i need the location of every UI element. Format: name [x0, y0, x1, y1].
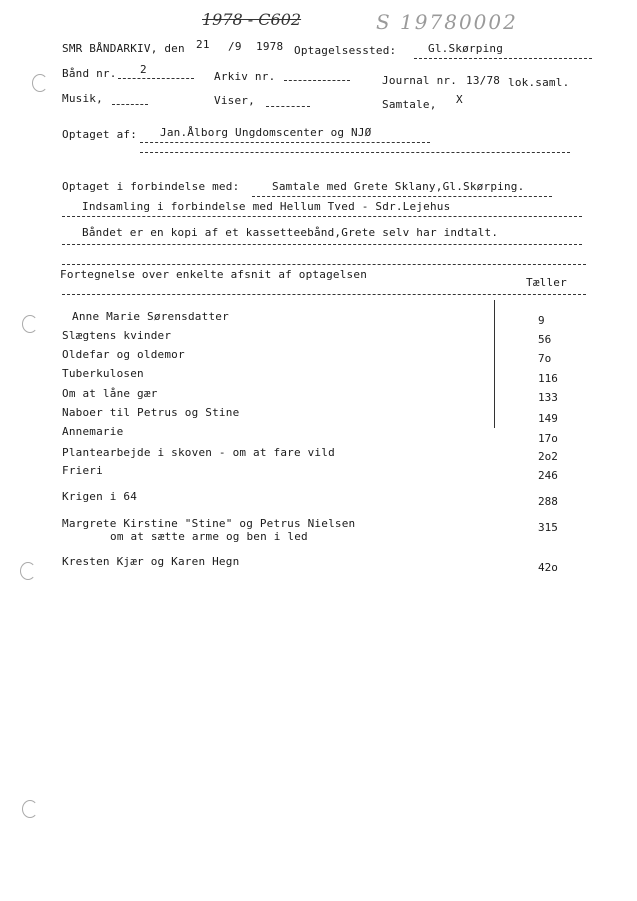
journal-value: 13/78	[466, 74, 501, 87]
index-entry-counter: 288	[538, 495, 558, 508]
index-entry-counter: 2o2	[538, 450, 558, 463]
handwritten-archive-code: 1978 - C602	[202, 10, 302, 29]
context-line-2: Indsamling i forbindelse med Hellum Tved - Sdr.Lejehus	[82, 200, 451, 213]
date-month: /9	[228, 40, 242, 53]
band-underline	[118, 78, 194, 79]
grey-archive-code: S 19780002	[376, 10, 518, 34]
index-entry-counter: 7o	[538, 352, 552, 365]
recorded-by-underline-2	[140, 152, 570, 153]
musik-label: Musik,	[62, 92, 103, 105]
journal-suffix: lok.saml.	[508, 76, 570, 89]
index-entry-subtitle: om at sætte arme og ben i led	[110, 530, 308, 543]
arkiv-label: Arkiv nr.	[214, 70, 276, 83]
journal-label: Journal nr.	[382, 74, 458, 87]
context-label: Optaget i forbindelse med:	[62, 180, 240, 193]
index-entry-title: Oldefar og oldemor	[62, 348, 185, 361]
index-entry-counter: 116	[538, 372, 558, 385]
musik-underline	[112, 104, 148, 105]
recorded-by-underline-1	[140, 142, 430, 143]
binder-hole-top	[32, 74, 48, 92]
place-value: Gl.Skørping	[428, 42, 504, 55]
counter-heading: Tæller	[526, 276, 567, 289]
index-entry-title: Plantearbejde i skoven - om at fare vild	[62, 446, 335, 459]
samtale-value: X	[456, 93, 463, 106]
index-top-rule	[62, 264, 586, 265]
context-underline-1	[252, 196, 552, 197]
samtale-label: Samtale,	[382, 98, 437, 111]
context-line-1: Samtale med Grete Sklany,Gl.Skørping.	[272, 180, 525, 193]
index-entry-title: Annemarie	[62, 425, 124, 438]
binder-hole-lower	[20, 562, 36, 580]
recorded-by-value: Jan.Ålborg Ungdomscenter og NJØ	[160, 126, 372, 139]
place-label: Optagelsessted:	[294, 44, 397, 57]
context-underline-2	[62, 216, 582, 217]
index-entry-title: Margrete Kirstine "Stine" og Petrus Nielsen	[62, 517, 356, 530]
band-value: 2	[140, 63, 147, 76]
index-entry-title: Kresten Kjær og Karen Hegn	[62, 555, 240, 568]
index-entry-title: Naboer til Petrus og Stine	[62, 406, 240, 419]
index-entry-title: Krigen i 64	[62, 490, 138, 503]
viser-underline	[266, 106, 310, 107]
index-entry-title: Anne Marie Sørensdatter	[72, 310, 229, 323]
context-underline-3	[62, 244, 582, 245]
band-label: Bånd nr.	[62, 67, 117, 80]
place-underline	[414, 58, 592, 59]
date-day: 21	[196, 38, 210, 51]
index-entry-title: Tuberkulosen	[62, 367, 144, 380]
index-entry-counter: 133	[538, 391, 558, 404]
index-entry-counter: 246	[538, 469, 558, 482]
context-line-3: Båndet er en kopi af et kassetteebånd,Grete selv har indtalt.	[82, 226, 499, 239]
counter-column-divider	[494, 300, 495, 428]
binder-hole-mid	[22, 315, 38, 333]
index-entry-title: Frieri	[62, 464, 103, 477]
index-entry-counter: 149	[538, 412, 558, 425]
index-entry-title: Om at låne gær	[62, 387, 158, 400]
arkiv-underline	[284, 80, 350, 81]
viser-label: Viser,	[214, 94, 255, 107]
index-entry-counter: 42o	[538, 561, 558, 574]
index-heading-rule	[62, 294, 586, 295]
index-entry-counter: 9	[538, 314, 545, 327]
index-entry-title: Slægtens kvinder	[62, 329, 172, 342]
date-year: 1978	[256, 40, 284, 53]
index-heading: Fortegnelse over enkelte afsnit af optagelsen	[60, 268, 368, 281]
binder-hole-bottom	[22, 800, 38, 818]
index-entry-counter: 315	[538, 521, 558, 534]
recorded-by-label: Optaget af:	[62, 128, 138, 141]
index-entry-counter: 17o	[538, 432, 558, 445]
index-entry-counter: 56	[538, 333, 552, 346]
institution-label: SMR BÅNDARKIV, den	[62, 42, 185, 55]
